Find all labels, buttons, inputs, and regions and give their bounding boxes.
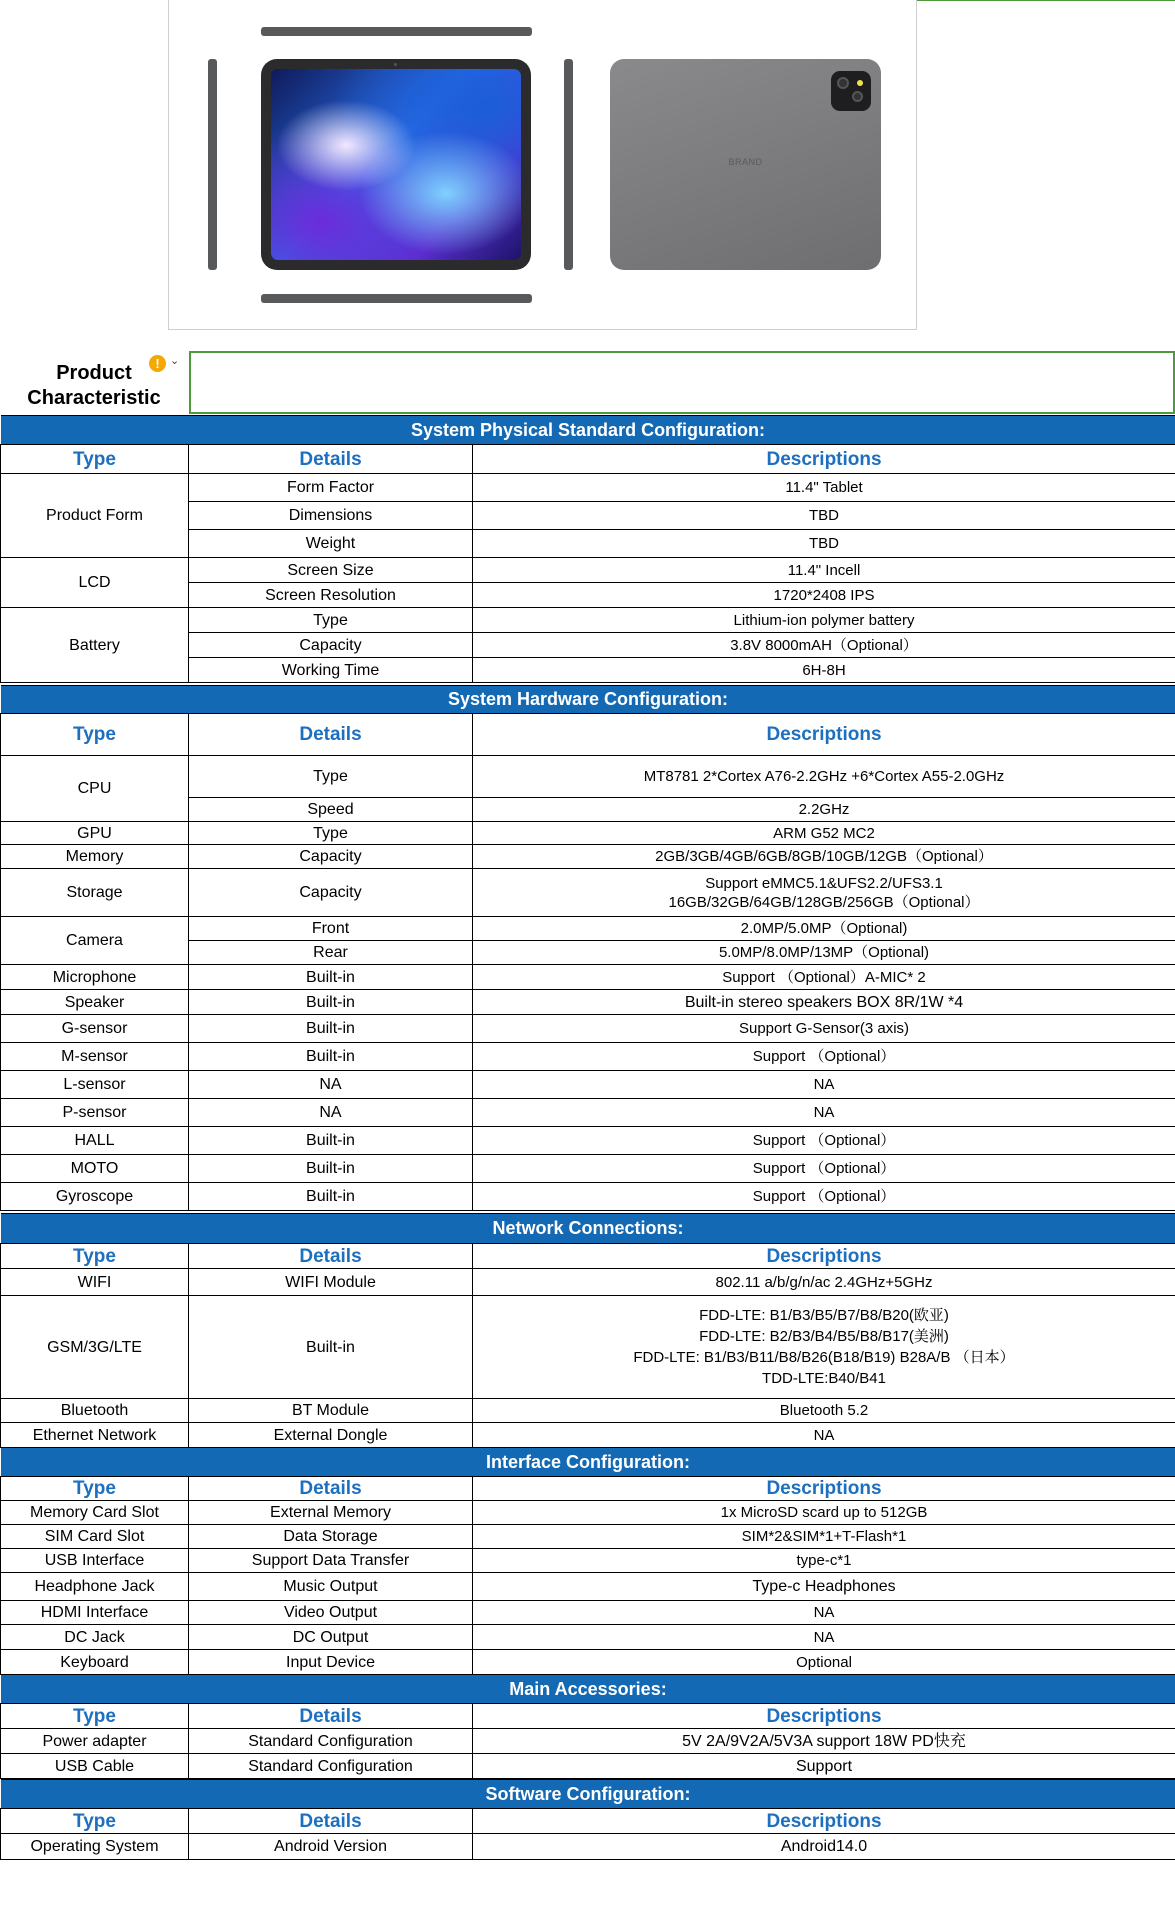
section-title: System Hardware Configuration:	[1, 686, 1175, 714]
type-cell: Speaker	[1, 990, 189, 1015]
detail-cell: Input Device	[189, 1650, 473, 1675]
tablet-screen-wallpaper	[271, 69, 521, 260]
section-network	[0, 1213, 1175, 1448]
type-cell: Battery	[1, 608, 189, 683]
description-line: TDD-LTE:B40/B41	[762, 1370, 886, 1387]
detail-cell: Built-in	[189, 1127, 473, 1155]
type-cell: MOTO	[1, 1155, 189, 1183]
brand-label: BRAND	[728, 157, 763, 167]
detail-cell: Built-in	[189, 965, 473, 990]
detail-cell: Capacity	[189, 869, 473, 917]
front-camera-dot	[394, 63, 397, 66]
type-cell: Ethernet Network	[1, 1423, 189, 1448]
header-details: Details	[189, 714, 473, 756]
tablet-top-edge-view	[261, 27, 532, 36]
detail-cell: BT Module	[189, 1399, 473, 1423]
detail-cell: Form Factor	[189, 474, 473, 502]
detail-cell: Built-in	[189, 1015, 473, 1043]
section-software	[0, 1779, 1175, 1860]
header-type: Type	[1, 445, 189, 474]
section-title: Main Accessories:	[1, 1675, 1175, 1704]
description-cell: Support （Optional）	[473, 1127, 1175, 1155]
description-line: FDD-LTE: B2/B3/B4/B5/B8/B17(美洲)	[699, 1328, 949, 1345]
description-cell: 2.0MP/5.0MP（Optional)	[473, 917, 1175, 941]
type-cell: Gyroscope	[1, 1183, 189, 1211]
label-line-1: Product	[56, 362, 132, 384]
description-line: Support eMMC5.1&UFS2.2/UFS3.1	[705, 874, 943, 892]
type-cell: Keyboard	[1, 1650, 189, 1675]
description-cell: 2.2GHz	[473, 798, 1175, 822]
header-descriptions: Descriptions	[473, 1704, 1175, 1729]
description-cell: 11.4" Tablet	[473, 474, 1175, 502]
detail-cell: Built-in	[189, 1183, 473, 1211]
description-line: FDD-LTE: B1/B3/B11/B8/B26(B18/B19) B28A/B （日本）	[633, 1349, 1015, 1366]
type-cell: LCD	[1, 558, 189, 608]
tablet-left-side-view	[208, 59, 217, 270]
type-cell: CPU	[1, 756, 189, 822]
description-cell: 3.8V 8000mAH（Optional）	[473, 633, 1175, 658]
section-title: Software Configuration:	[1, 1780, 1175, 1809]
detail-cell: Type	[189, 608, 473, 633]
detail-cell: NA	[189, 1099, 473, 1127]
description-cell: Support G-Sensor(3 axis)	[473, 1015, 1175, 1043]
description-cell	[473, 1296, 1175, 1399]
detail-cell: WIFI Module	[189, 1269, 473, 1296]
tablet-right-side-view	[564, 59, 573, 270]
product-image-frame	[168, 0, 917, 330]
description-cell: 2GB/3GB/4GB/6GB/8GB/10GB/12GB（Optional）	[473, 845, 1175, 869]
header-type: Type	[1, 1244, 189, 1269]
description-cell: Support	[473, 1754, 1175, 1779]
detail-cell: Screen Size	[189, 558, 473, 583]
type-cell: Microphone	[1, 965, 189, 990]
rear-camera-lens-icon	[852, 91, 863, 102]
type-cell: SIM Card Slot	[1, 1525, 189, 1549]
description-line: FDD-LTE: B1/B3/B5/B7/B8/B20(欧亚)	[699, 1307, 949, 1324]
header-descriptions: Descriptions	[473, 1809, 1175, 1834]
detail-cell: Dimensions	[189, 502, 473, 530]
rear-camera-lens-icon	[837, 77, 849, 89]
description-cell: Lithium-ion polymer battery	[473, 608, 1175, 633]
header-details: Details	[189, 1477, 473, 1501]
detail-cell: Rear	[189, 941, 473, 965]
type-cell: P-sensor	[1, 1099, 189, 1127]
header-type: Type	[1, 1477, 189, 1501]
detail-cell: Android Version	[189, 1834, 473, 1860]
description-cell: 5.0MP/8.0MP/13MP（Optional)	[473, 941, 1175, 965]
detail-cell: Support Data Transfer	[189, 1549, 473, 1573]
description-cell: NA	[473, 1625, 1175, 1650]
type-cell: HDMI Interface	[1, 1601, 189, 1625]
section-physical	[0, 415, 1175, 683]
detail-cell: Front	[189, 917, 473, 941]
header-descriptions: Descriptions	[473, 1477, 1175, 1501]
detail-cell: Built-in	[189, 1043, 473, 1071]
description-cell: NA	[473, 1071, 1175, 1099]
type-cell: M-sensor	[1, 1043, 189, 1071]
description-cell: type-c*1	[473, 1549, 1175, 1573]
description-cell: NA	[473, 1423, 1175, 1448]
section-title: System Physical Standard Configuration:	[1, 416, 1175, 445]
description-cell: TBD	[473, 502, 1175, 530]
type-cell: Bluetooth	[1, 1399, 189, 1423]
tablet-bottom-edge-view	[261, 294, 532, 303]
detail-cell: Type	[189, 822, 473, 845]
product-characteristic-cell[interactable]	[189, 351, 1175, 414]
header-descriptions: Descriptions	[473, 1244, 1175, 1269]
label-line-2: Characteristic	[27, 387, 161, 409]
description-cell: Bluetooth 5.2	[473, 1399, 1175, 1423]
description-cell: TBD	[473, 530, 1175, 558]
header-details: Details	[189, 1809, 473, 1834]
detail-cell: Data Storage	[189, 1525, 473, 1549]
section-hardware	[0, 685, 1175, 1211]
detail-cell: Built-in	[189, 990, 473, 1015]
section-title: Interface Configuration:	[1, 1448, 1175, 1477]
chevron-down-icon[interactable]: ⌄	[170, 355, 180, 367]
detail-cell: Standard Configuration	[189, 1754, 473, 1779]
header-descriptions: Descriptions	[473, 445, 1175, 474]
description-cell: 802.11 a/b/g/n/ac 2.4GHz+5GHz	[473, 1269, 1175, 1296]
tablet-back-view	[610, 59, 881, 270]
description-cell: 1x MicroSD scard up to 512GB	[473, 1501, 1175, 1525]
warning-icon[interactable]: !	[149, 355, 166, 372]
header-details: Details	[189, 1244, 473, 1269]
detail-cell: Standard Configuration	[189, 1729, 473, 1754]
type-cell: WIFI	[1, 1269, 189, 1296]
tablet-front-view	[261, 59, 531, 270]
detail-cell: External Memory	[189, 1501, 473, 1525]
description-cell: 6H-8H	[473, 658, 1175, 683]
section-title: Network Connections:	[1, 1214, 1175, 1244]
description-cell: 1720*2408 IPS	[473, 583, 1175, 608]
type-cell: USB Interface	[1, 1549, 189, 1573]
description-cell: SIM*2&SIM*1+T-Flash*1	[473, 1525, 1175, 1549]
type-cell: Headphone Jack	[1, 1573, 189, 1601]
description-cell: NA	[473, 1099, 1175, 1127]
type-cell: Operating System	[1, 1834, 189, 1860]
detail-cell: Capacity	[189, 845, 473, 869]
section-interface	[0, 1447, 1175, 1675]
description-cell: ARM G52 MC2	[473, 822, 1175, 845]
section-accessories	[0, 1674, 1175, 1779]
description-cell: Built-in stereo speakers BOX 8R/1W *4	[473, 990, 1175, 1015]
type-cell: Memory	[1, 845, 189, 869]
type-cell: Storage	[1, 869, 189, 917]
type-cell: Camera	[1, 917, 189, 965]
header-type: Type	[1, 1704, 189, 1729]
description-cell: Optional	[473, 1650, 1175, 1675]
detail-cell: Built-in	[189, 1296, 473, 1399]
description-cell: MT8781 2*Cortex A76-2.2GHz +6*Cortex A55-2.0GHz	[473, 756, 1175, 798]
type-cell: DC Jack	[1, 1625, 189, 1650]
type-cell: HALL	[1, 1127, 189, 1155]
type-cell: USB Cable	[1, 1754, 189, 1779]
type-cell: Product Form	[1, 474, 189, 558]
type-cell: GPU	[1, 822, 189, 845]
flash-icon	[857, 80, 863, 86]
description-cell: Support （Optional）A-MIC* 2	[473, 965, 1175, 990]
description-cell: Type-c Headphones	[473, 1573, 1175, 1601]
header-descriptions: Descriptions	[473, 714, 1175, 756]
detail-cell: Working Time	[189, 658, 473, 683]
description-cell: Support （Optional）	[473, 1043, 1175, 1071]
type-cell: Power adapter	[1, 1729, 189, 1754]
description-line: 16GB/32GB/64GB/128GB/256GB（Optional）	[668, 893, 980, 911]
detail-cell: Screen Resolution	[189, 583, 473, 608]
detail-cell: External Dongle	[189, 1423, 473, 1448]
header-details: Details	[189, 445, 473, 474]
detail-cell: Built-in	[189, 1155, 473, 1183]
detail-cell: Capacity	[189, 633, 473, 658]
top-divider	[917, 0, 1175, 1]
type-cell: Memory Card Slot	[1, 1501, 189, 1525]
description-cell: 11.4" Incell	[473, 558, 1175, 583]
description-cell: 5V 2A/9V2A/5V3A support 18W PD快充	[473, 1729, 1175, 1754]
description-cell	[473, 869, 1175, 917]
detail-cell: Weight	[189, 530, 473, 558]
detail-cell: Music Output	[189, 1573, 473, 1601]
description-cell: NA	[473, 1601, 1175, 1625]
detail-cell: NA	[189, 1071, 473, 1099]
description-cell: Android14.0	[473, 1834, 1175, 1860]
type-cell: GSM/3G/LTE	[1, 1296, 189, 1399]
detail-cell: Speed	[189, 798, 473, 822]
description-cell: Support （Optional）	[473, 1183, 1175, 1211]
description-cell: Support （Optional）	[473, 1155, 1175, 1183]
header-type: Type	[1, 1809, 189, 1834]
detail-cell: DC Output	[189, 1625, 473, 1650]
rear-camera-module	[831, 71, 871, 111]
type-cell: G-sensor	[1, 1015, 189, 1043]
type-cell: L-sensor	[1, 1071, 189, 1099]
detail-cell: Type	[189, 756, 473, 798]
header-type: Type	[1, 714, 189, 756]
header-details: Details	[189, 1704, 473, 1729]
detail-cell: Video Output	[189, 1601, 473, 1625]
